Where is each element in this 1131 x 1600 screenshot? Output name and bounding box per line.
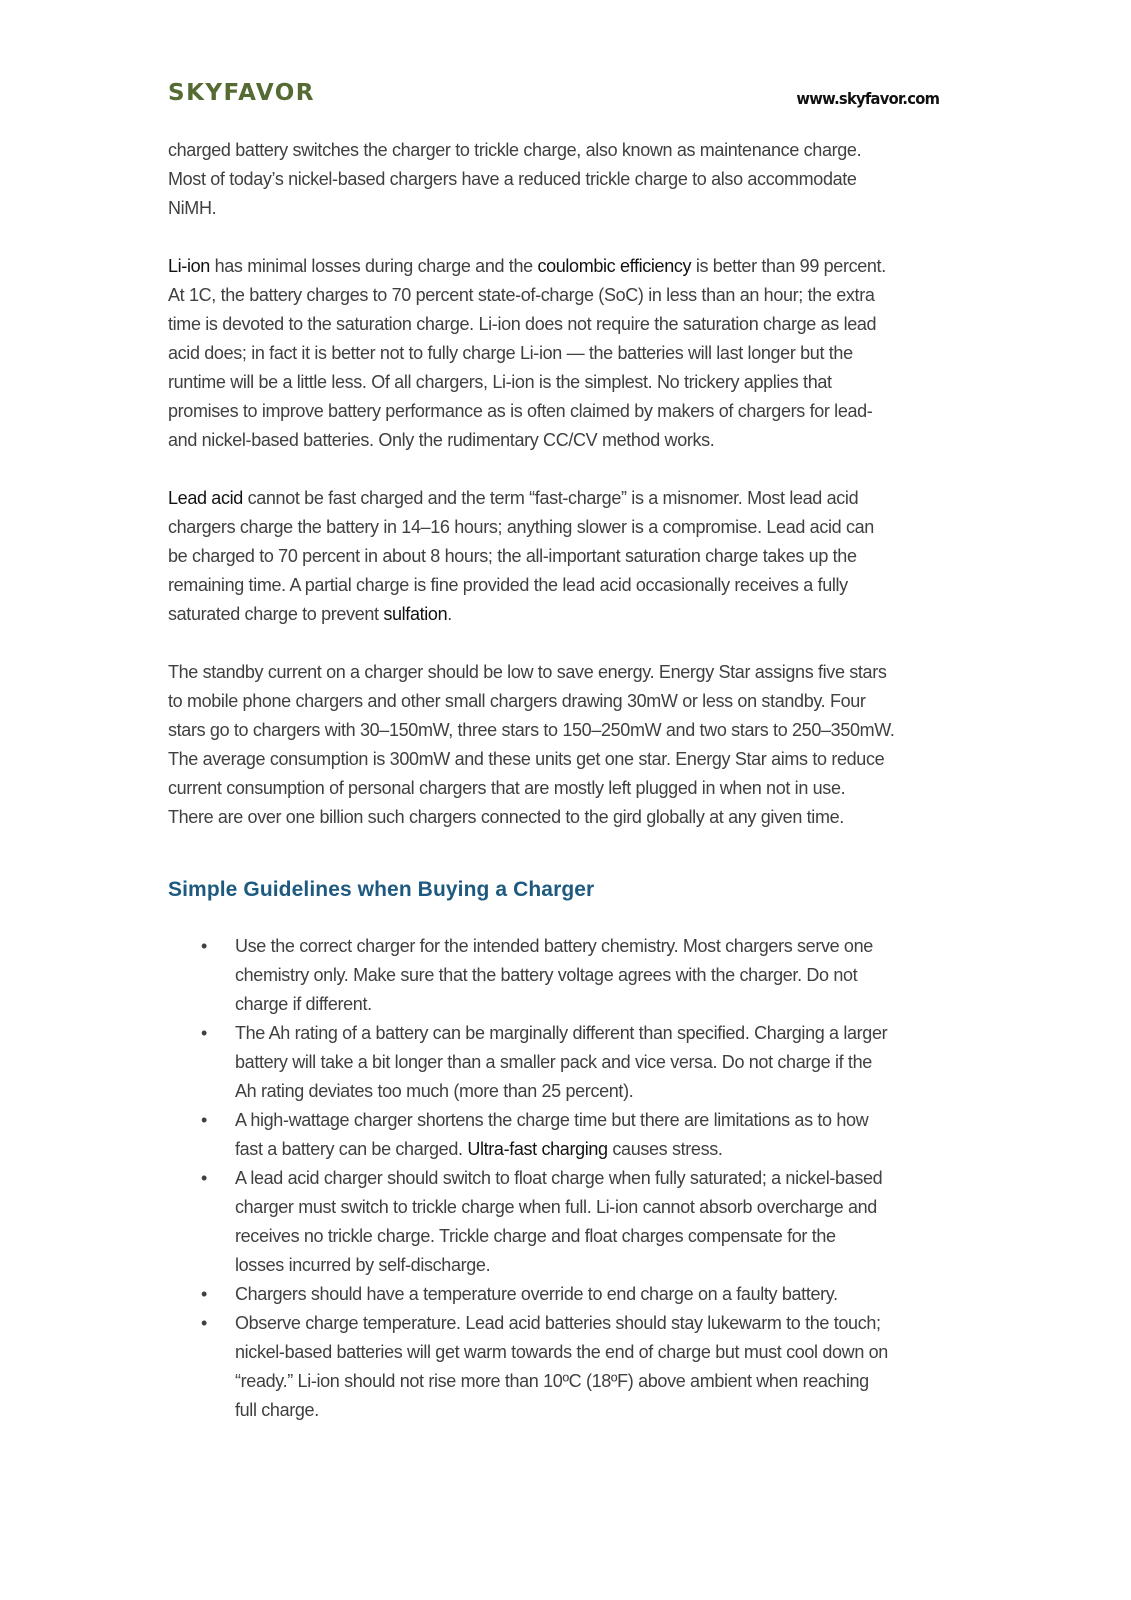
- bullet-icon: •: [201, 936, 207, 956]
- paragraphs: [168, 136, 958, 832]
- text-line: [168, 426, 958, 455]
- text-line: [168, 252, 958, 281]
- text-line: [235, 1338, 968, 1367]
- text-run: time is devoted to the saturation charge. Li-ion does not require the saturation charge as lead: [168, 314, 877, 334]
- text-run: The Ah rating of a battery can be marginally different than specified. Charging a larger: [235, 1023, 888, 1043]
- list-item: [168, 1019, 968, 1106]
- text-run: has minimal losses during charge and the: [209, 256, 538, 276]
- text-line: [235, 1019, 968, 1048]
- text-run: battery will take a bit longer than a smaller pack and vice versa. Do not charge if the: [235, 1052, 872, 1072]
- text-run: causes stress.: [607, 1139, 723, 1159]
- bullet-icon: •: [201, 1313, 207, 1333]
- text-line: [168, 339, 958, 368]
- text-run: promises to improve battery performance as is often claimed by makers of chargers for lead-: [168, 401, 873, 421]
- text-run: saturated charge to prevent: [168, 604, 384, 624]
- text-line: [235, 961, 968, 990]
- text-line: [235, 1396, 968, 1425]
- text-line: [235, 1222, 968, 1251]
- list-item: [168, 932, 968, 1019]
- text-run: and nickel-based batteries. Only the rudimentary CC/CV method works.: [168, 430, 715, 450]
- list-item: [168, 1164, 968, 1280]
- text-run: cannot be fast charged and the term “fast-charge” is a misnomer. Most lead acid: [242, 488, 859, 508]
- text-line: [168, 803, 958, 832]
- text-line: [168, 687, 958, 716]
- text-line: [235, 1309, 968, 1338]
- text-run: Ah rating deviates too much (more than 25 percent).: [235, 1081, 634, 1101]
- text-line: [235, 1135, 968, 1164]
- text-line: [235, 1251, 968, 1280]
- text-run: .: [447, 604, 452, 624]
- text-run: nickel-based batteries will get warm towards the end of charge but must cool down on: [235, 1342, 888, 1362]
- bullet-icon: •: [201, 1168, 207, 1188]
- text-line: [168, 397, 958, 426]
- text-run: be charged to 70 percent in about 8 hours; the all-important saturation charge takes up the: [168, 546, 857, 566]
- text-line: [235, 1367, 968, 1396]
- text-run: full charge.: [235, 1400, 319, 1420]
- text-run: Observe charge temperature. Lead acid batteries should stay lukewarm to the touch;: [235, 1313, 881, 1333]
- text-line: [235, 1193, 968, 1222]
- text-run: “ready.” Li-ion should not rise more than 10ºC (18ºF) above ambient when reaching: [235, 1371, 869, 1391]
- text-line: [235, 1280, 968, 1309]
- text-run: At 1C, the battery charges to 70 percent state-of-charge (SoC) in less than an hour; the extra: [168, 285, 875, 305]
- text-line: [168, 774, 958, 803]
- text-line: [168, 310, 958, 339]
- text-run: Chargers should have a temperature override to end charge on a faulty battery.: [235, 1284, 838, 1304]
- text-line: [168, 745, 958, 774]
- text-line: [168, 165, 958, 194]
- text-run: The standby current on a charger should be low to save energy. Energy Star assigns five stars: [168, 662, 887, 682]
- text-run: receives no trickle charge. Trickle charge and float charges compensate for the: [235, 1226, 836, 1246]
- list-item: [168, 1106, 968, 1164]
- text-run: charge if different.: [235, 994, 372, 1014]
- text-run: Most of today’s nickel-based chargers have a reduced trickle charge to also accommodate: [168, 169, 857, 189]
- text-run: acid does; in fact it is better not to fully charge Li-ion — the batteries will last longer but the: [168, 343, 853, 363]
- text-line: [168, 716, 958, 745]
- text-run: losses incurred by self-discharge.: [235, 1255, 491, 1275]
- inline-link[interactable]: coulombic efficiency: [537, 256, 692, 276]
- inline-link[interactable]: Ultra-fast charging: [467, 1139, 608, 1159]
- text-run: is better than 99 percent.: [691, 256, 886, 276]
- text-run: runtime will be a little less. Of all chargers, Li-ion is the simplest. No trickery applies that: [168, 372, 832, 392]
- text-run: The average consumption is 300mW and these units get one star. Energy Star aims to reduce: [168, 749, 885, 769]
- list-item: [168, 1280, 968, 1309]
- brand-logo: SKYFAVOR: [168, 80, 316, 106]
- text-line: [168, 194, 958, 223]
- text-run: Use the correct charger for the intended battery chemistry. Most chargers serve one: [235, 936, 873, 956]
- text-run: charged battery switches the charger to trickle charge, also known as maintenance charge.: [168, 140, 862, 160]
- text-line: [168, 136, 958, 165]
- text-run: There are over one billion such chargers connected to the gird globally at any given time.: [168, 807, 844, 827]
- text-line: [168, 542, 958, 571]
- text-line: [235, 1106, 968, 1135]
- list-item: [168, 1309, 968, 1425]
- paragraph: [168, 252, 958, 455]
- text-run: chemistry only. Make sure that the battery voltage agrees with the charger. Do not: [235, 965, 858, 985]
- text-run: to mobile phone chargers and other small chargers drawing 30mW or less on standby. Four: [168, 691, 866, 711]
- inline-link[interactable]: sulfation: [383, 604, 448, 624]
- text-line: [168, 658, 958, 687]
- text-run: A high-wattage charger shortens the charge time but there are limitations as to how: [235, 1110, 869, 1130]
- paragraph: [168, 658, 958, 832]
- text-line: [168, 600, 958, 629]
- text-run: fast a battery can be charged.: [235, 1139, 468, 1159]
- text-run: charger must switch to trickle charge when full. Li-ion cannot absorb overcharge and: [235, 1197, 877, 1217]
- text-run: chargers charge the battery in 14–16 hours; anything slower is a compromise. Lead acid can: [168, 517, 874, 537]
- paragraph: [168, 136, 958, 223]
- text-line: [235, 990, 968, 1019]
- bullet-icon: •: [201, 1284, 207, 1304]
- text-run: NiMH.: [168, 198, 217, 218]
- text-line: [168, 513, 958, 542]
- text-run: stars go to chargers with 30–150mW, three stars to 150–250mW and two stars to 250–350mW.: [168, 720, 895, 740]
- website-url: www.skyfavor.com: [796, 89, 939, 108]
- paragraph: [168, 484, 958, 629]
- text-line: [168, 368, 958, 397]
- text-run: remaining time. A partial charge is fine provided the lead acid occasionally receives a fully: [168, 575, 848, 595]
- bullet-icon: •: [201, 1110, 207, 1130]
- text-run: A lead acid charger should switch to float charge when fully saturated; a nickel-based: [235, 1168, 883, 1188]
- text-line: [235, 932, 968, 961]
- text-line: [168, 281, 958, 310]
- inline-link[interactable]: Li-ion: [168, 256, 210, 276]
- text-line: [168, 484, 958, 513]
- text-line: [235, 1077, 968, 1106]
- guidelines-list: [168, 932, 968, 1425]
- text-run: current consumption of personal chargers that are mostly left plugged in when not in use.: [168, 778, 846, 798]
- inline-link[interactable]: Lead acid: [168, 488, 243, 508]
- document-body: [168, 136, 958, 1420]
- text-line: [235, 1164, 968, 1193]
- bullet-icon: •: [201, 1023, 207, 1043]
- text-line: [168, 571, 958, 600]
- section-heading: Simple Guidelines when Buying a Charger: [168, 878, 595, 901]
- text-line: [235, 1048, 968, 1077]
